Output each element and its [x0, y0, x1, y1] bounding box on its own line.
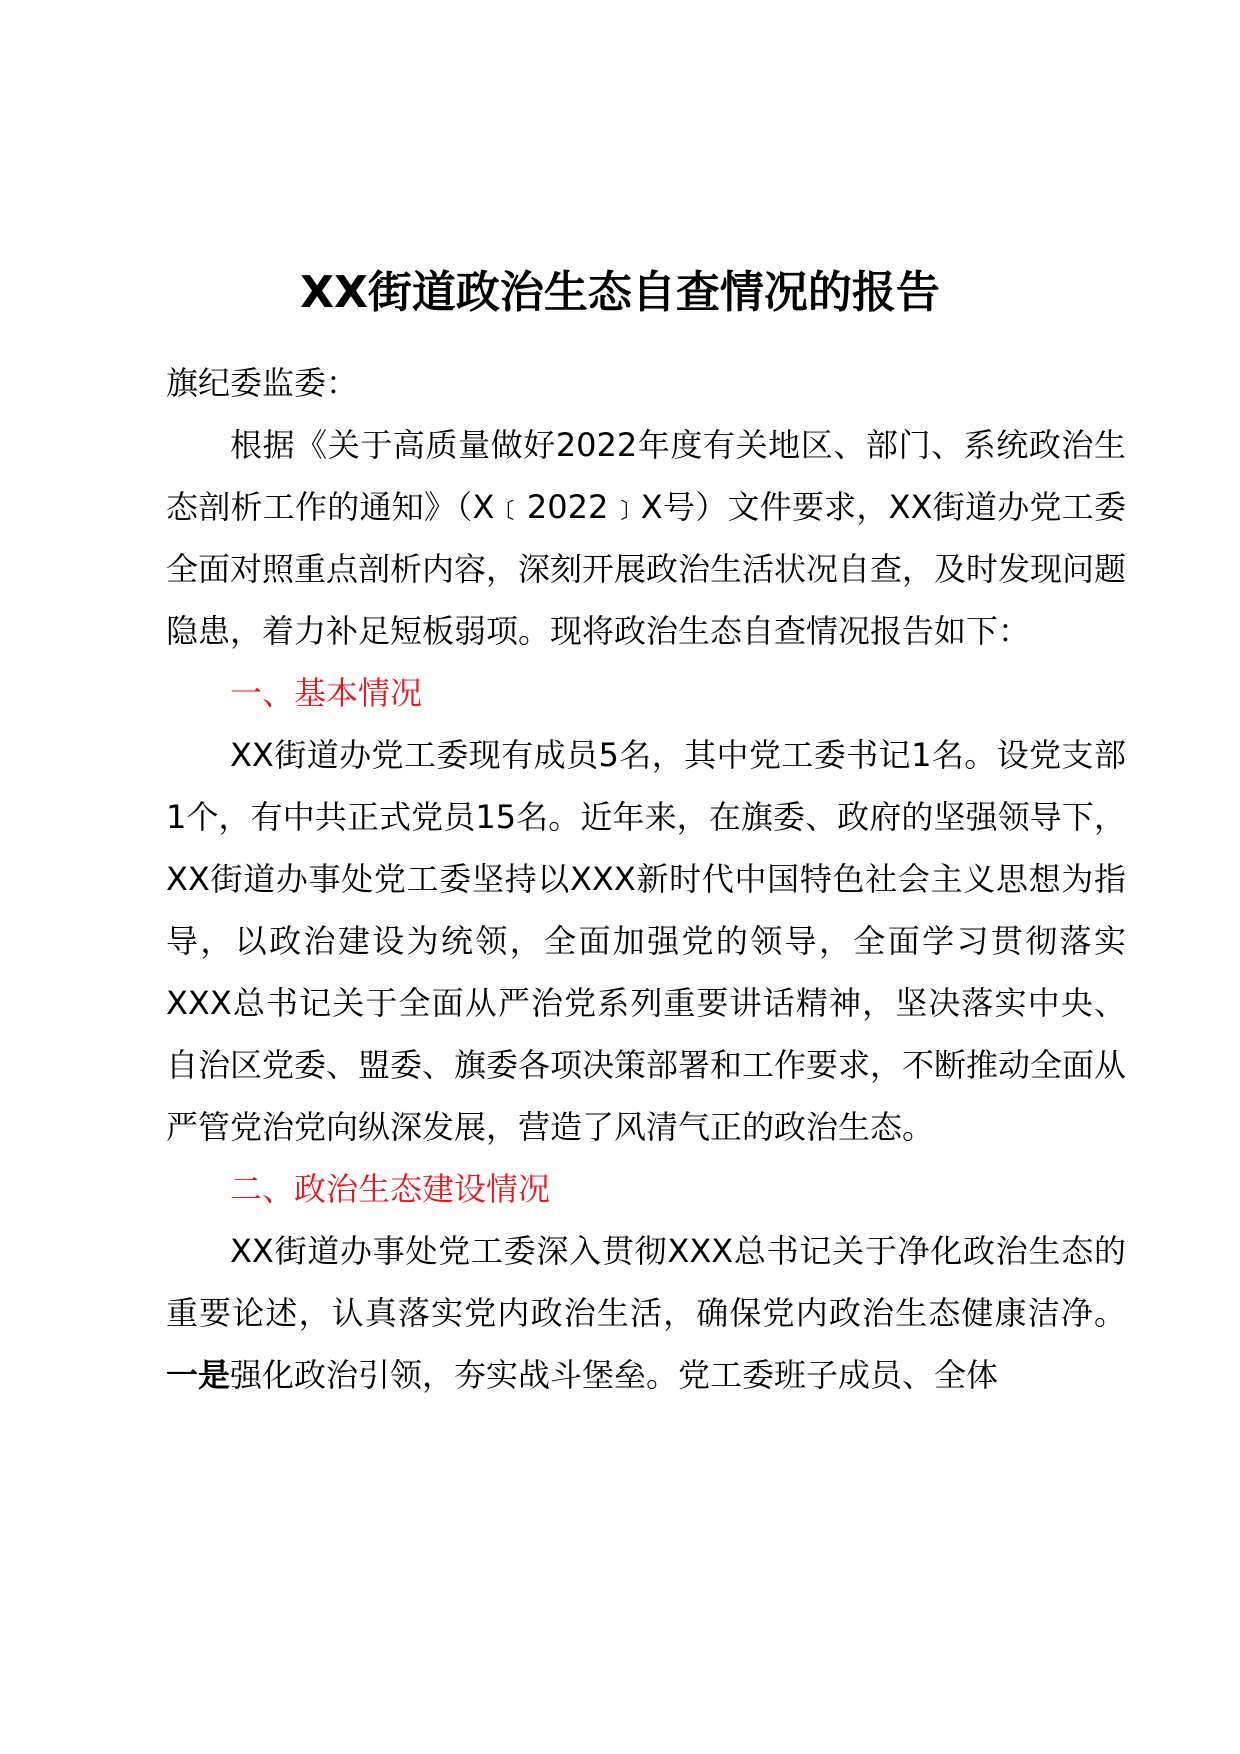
paragraph-political-ecology-tail: 强化政治引领，夯实战斗堡垒。党工委班子成员、全体: [230, 1356, 999, 1394]
document-title: XX街道政治生态自查情况的报告: [300, 267, 940, 318]
salutation: 旗纪委监委：: [166, 364, 359, 402]
section-heading-political-ecology: 二、政治生态建设情况: [230, 1170, 551, 1208]
paragraph-intro: 根据《关于高质量做好2022年度有关地区、部门、系统政治生态剖析工作的通知》（X﹝2022﹞X号）文件要求，XX街道办党工委全面对照重点剖析内容，深刻开展政治生活状况自查，及时发现问题隐患，着力补足短板弱项。现将政治生态自查情况报告如下：: [166, 426, 1127, 650]
paragraph-basic-situation: XX街道办党工委现有成员5名，其中党工委书记1名。设党支部1个，有中共正式党员15名。近年来，在旗委、政府的坚强领导下，XX街道办事处党工委坚持以XXX新时代中国特色社会主义思想为指导，以政治建设为统领，全面加强党的领导，全面学习贯彻落实XXX总书记关于全面从严治党系列重要讲话精神，坚决落实中央、自治区党委、盟委、旗委各项决策部署和工作要求，不断推动全面从严管党治党向纵深发展，营造了风清气正的政治生态。: [166, 736, 1127, 1146]
section-heading-basic-situation: 一、基本情况: [230, 674, 423, 712]
paragraph-political-ecology: [166, 1220, 1126, 1406]
paragraph-political-ecology-bold: 一是: [166, 1356, 231, 1394]
paragraph-political-ecology-lead: XX街道办事处党工委深入贯彻XXX总书记关于净化政治生态的重要论述，认真落实党内政治生活，确保党内政治生态健康洁净。: [166, 1232, 1126, 1332]
document-body: [166, 352, 1126, 1406]
